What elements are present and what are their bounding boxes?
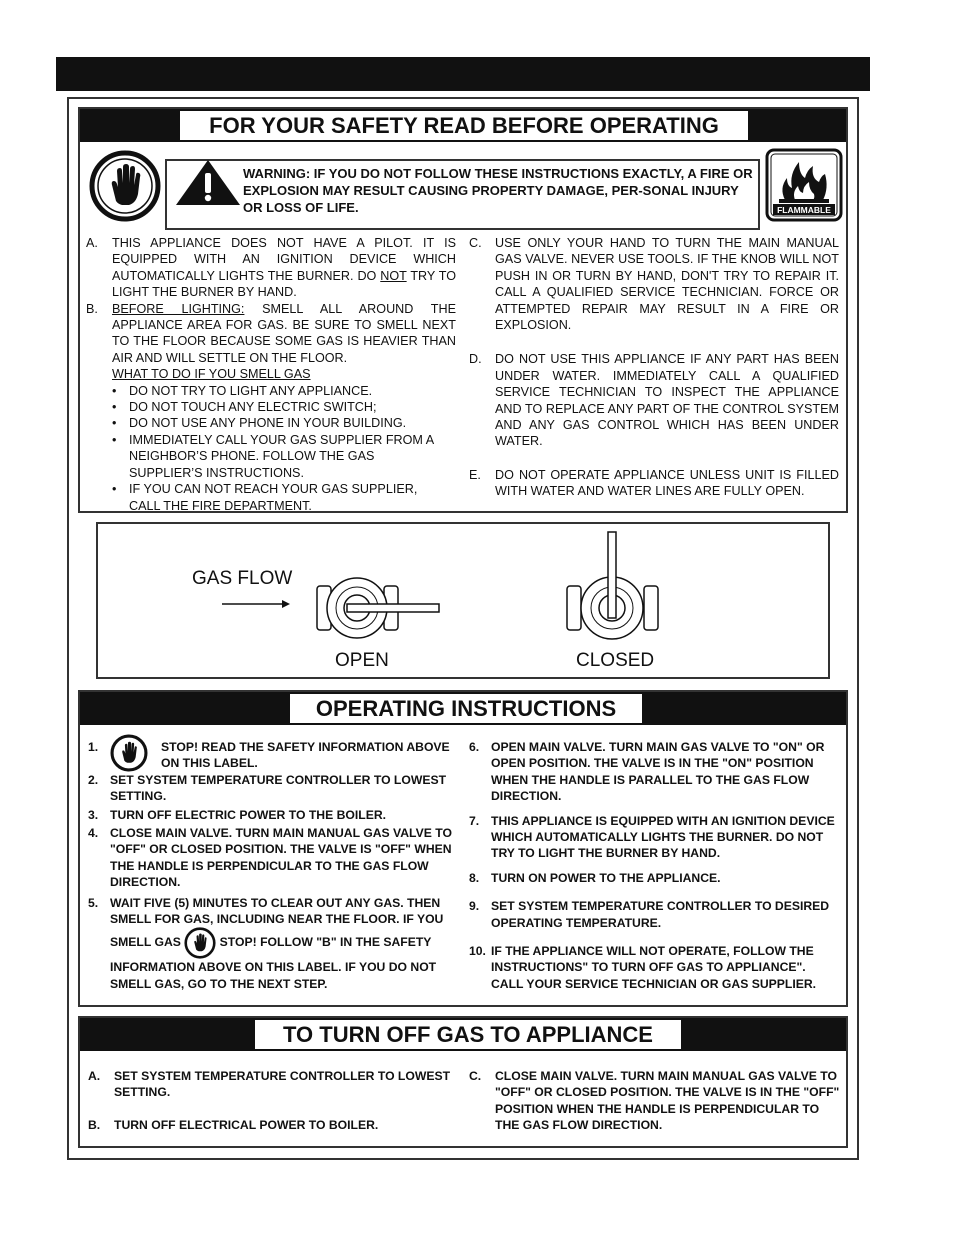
- list-item: • IMMEDIATELY CALL YOUR GAS SUPPLIER FROM A NEIGHBOR’S PHONE. FOLLOW THE GAS SUPPLIER’S INSTRUCTIONS.: [112, 432, 456, 481]
- safety-item-b: B. BEFORE LIGHTING: SMELL ALL AROUND THE APPLIANCE AREA FOR GAS. BE SURE TO SMELL NEXT TO THE FLOOR BECAUSE SOME GAS IS HEAVIER THAN AIR AND WILL SETTLE ON THE FLOOR.: [86, 301, 456, 365]
- safety-item-d: D. DO NOT USE THIS APPLIANCE IF ANY PART HAS BEEN UNDER WATER. IMMEDIATELY CALL A QUALIFIED SERVICE TECHNICIAN TO INSPECT THE APPLIANCE AND TO REPLACE ANY PART OF THE CONTROL SYSTEM AND ANY GAS CONTROL WHICH HAS BEEN UNDER WATER.: [469, 352, 839, 449]
- list-item: • IF YOU CAN NOT REACH YOUR GAS SUPPLIER, CALL THE FIRE DEPARTMENT.: [112, 481, 456, 514]
- safety-left-column: [86, 235, 456, 514]
- turn-off-panel: [78, 1016, 848, 1148]
- open-label: OPEN: [335, 650, 389, 671]
- gas-flow-label: GAS FLOW: [192, 568, 293, 589]
- step-10: 10. IF THE APPLIANCE WILL NOT OPERATE, FOLLOW THE INSTRUCTIONS" TO TURN OFF GAS TO APPLIANCE". CALL YOUR SERVICE TECHNICIAN OR GAS SUPPLIER.: [469, 944, 817, 991]
- safety-header-bar: [80, 109, 846, 142]
- closed-label: CLOSED: [576, 650, 655, 671]
- list-item: • DO NOT USE ANY PHONE IN YOUR BUILDING.: [112, 415, 456, 431]
- warning-triangle-icon: [174, 157, 242, 207]
- list-item: • DO NOT TOUCH ANY ELECTRIC SWITCH;: [112, 399, 456, 415]
- step-5: 5. WAIT FIVE (5) MINUTES TO CLEAR OUT ANY GAS. THEN SMELL FOR GAS, INCLUDING NEAR THE FLOOR. IF YOU SMELL GAS STOP! FOLLOW "B" IN THE SAFETY INFORMATION ABOVE ON THIS LABEL. IF YOU DO NOT SMELL GAS, GO TO THE NEXT STEP.: [88, 895, 444, 991]
- turn-off-item-c: C. CLOSE MAIN VALVE. TURN MAIN MANUAL GAS VALVE TO "OFF" OR CLOSED POSITION. THE VALVE IS IN THE "OFF" POSITION WHEN THE HANDLE IS PERPENDICULAR TO THE GAS FLOW DIRECTION.: [469, 1069, 840, 1133]
- step-7: 7. THIS APPLIANCE IS EQUIPPED WITH AN IGNITION DEVICE WHICH AUTOMATICALLY LIGHTS THE BURNER. DO NOT TRY TO LIGHT THE BURNER BY HAND.: [469, 813, 835, 861]
- safety-title: FOR YOUR SAFETY READ BEFORE OPERATING: [180, 111, 748, 140]
- step-2: 2. SET SYSTEM TEMPERATURE CONTROLLER TO LOWEST SETTING.: [88, 772, 447, 804]
- turn-off-title: TO TURN OFF GAS TO APPLIANCE: [255, 1020, 681, 1049]
- turn-off-item-a: A. SET SYSTEM TEMPERATURE CONTROLLER TO LOWEST SETTING.: [88, 1069, 451, 1100]
- step-8: 8. TURN ON POWER TO THE APPLIANCE.: [469, 870, 721, 885]
- turn-off-right-column: [469, 1068, 841, 1134]
- safety-item-a: A. THIS APPLIANCE DOES NOT HAVE A PILOT. IT IS EQUIPPED WITH AN IGNITION DEVICE WHICH AUTOMATICALLY LIGHTS THE BURNER. DO NOT TRY TO LIGHT THE BURNER BY HAND.: [86, 236, 457, 300]
- safety-panel: [78, 107, 848, 513]
- smell-gas-subtitle: WHAT TO DO IF YOU SMELL GAS: [112, 367, 311, 382]
- operating-title: OPERATING INSTRUCTIONS: [290, 694, 642, 723]
- warning-text: WARNING: IF YOU DO NOT FOLLOW THESE INSTRUCTIONS EXACTLY, A FIRE OR EXPLOSION MAY RESULT CAUSING PROPERTY DAMAGE, PER-SONAL INJURY OR LOSS OF LIFE.: [243, 166, 753, 215]
- turn-off-left-column: [88, 1068, 456, 1133]
- step-3: 3. TURN OFF ELECTRIC POWER TO THE BOILER.: [88, 807, 387, 822]
- stop-hand-icon: [88, 149, 162, 223]
- step-6: 6. OPEN MAIN VALVE. TURN MAIN GAS VALVE TO "ON" OR OPEN POSITION. THE VALVE IS IN THE "ON" POSITION WHEN THE HANDLE IS PARALLEL TO THE GAS FLOW DIRECTION.: [469, 740, 825, 804]
- operating-header-bar: [80, 692, 846, 725]
- operating-left-column: [88, 739, 456, 992]
- valve-diagram: [96, 522, 830, 679]
- operating-panel: [78, 690, 848, 1007]
- list-item: • DO NOT TRY TO LIGHT ANY APPLIANCE.: [112, 383, 456, 399]
- open-valve-icon: [314, 574, 444, 642]
- turn-off-item-b: B. TURN OFF ELECTRICAL POWER TO BOILER.: [88, 1117, 379, 1132]
- smell-gas-list: [86, 383, 456, 514]
- closed-valve-icon: [564, 530, 664, 642]
- top-black-bar: [56, 57, 870, 91]
- turn-off-header-bar: [80, 1018, 846, 1051]
- flow-arrow-icon: [222, 598, 292, 610]
- flammable-label: FLAMMABLE: [777, 205, 831, 215]
- step-9: 9. SET SYSTEM TEMPERATURE CONTROLLER TO DESIRED OPERATING TEMPERATURE.: [469, 899, 830, 930]
- stop-hand-icon: [110, 734, 148, 772]
- operating-right-column: [469, 739, 841, 992]
- step-1: 1. STOP! READ THE SAFETY INFORMATION ABOVE ON THIS LABEL.: [88, 739, 456, 772]
- safety-right-column: [469, 235, 839, 500]
- step-4: 4. CLOSE MAIN VALVE. TURN MAIN MANUAL GAS VALVE TO "OFF" OR CLOSED POSITION. THE VALVE IS "OFF" WHEN THE HANDLE IS PERPENDICULAR TO THE GAS FLOW DIRECTION.: [88, 826, 452, 890]
- stop-hand-icon: [184, 927, 216, 959]
- safety-item-e: E. DO NOT OPERATE APPLIANCE UNLESS UNIT IS FILLED WITH WATER AND WATER LINES ARE FULLY OPEN.: [469, 467, 839, 499]
- safety-item-c: C. USE ONLY YOUR HAND TO TURN THE MAIN MANUAL GAS VALVE. NEVER USE TOOLS. IF THE KNOB WILL NOT PUSH IN OR TURN BY HAND, DON'T TRY TO REPAIR IT. CALL A QUALIFIED SERVICE TECHNICIAN. FORCE OR ATTEMPTED REPAIR MAY RESULT IN A FIRE OR EXPLOSION.: [469, 236, 839, 333]
